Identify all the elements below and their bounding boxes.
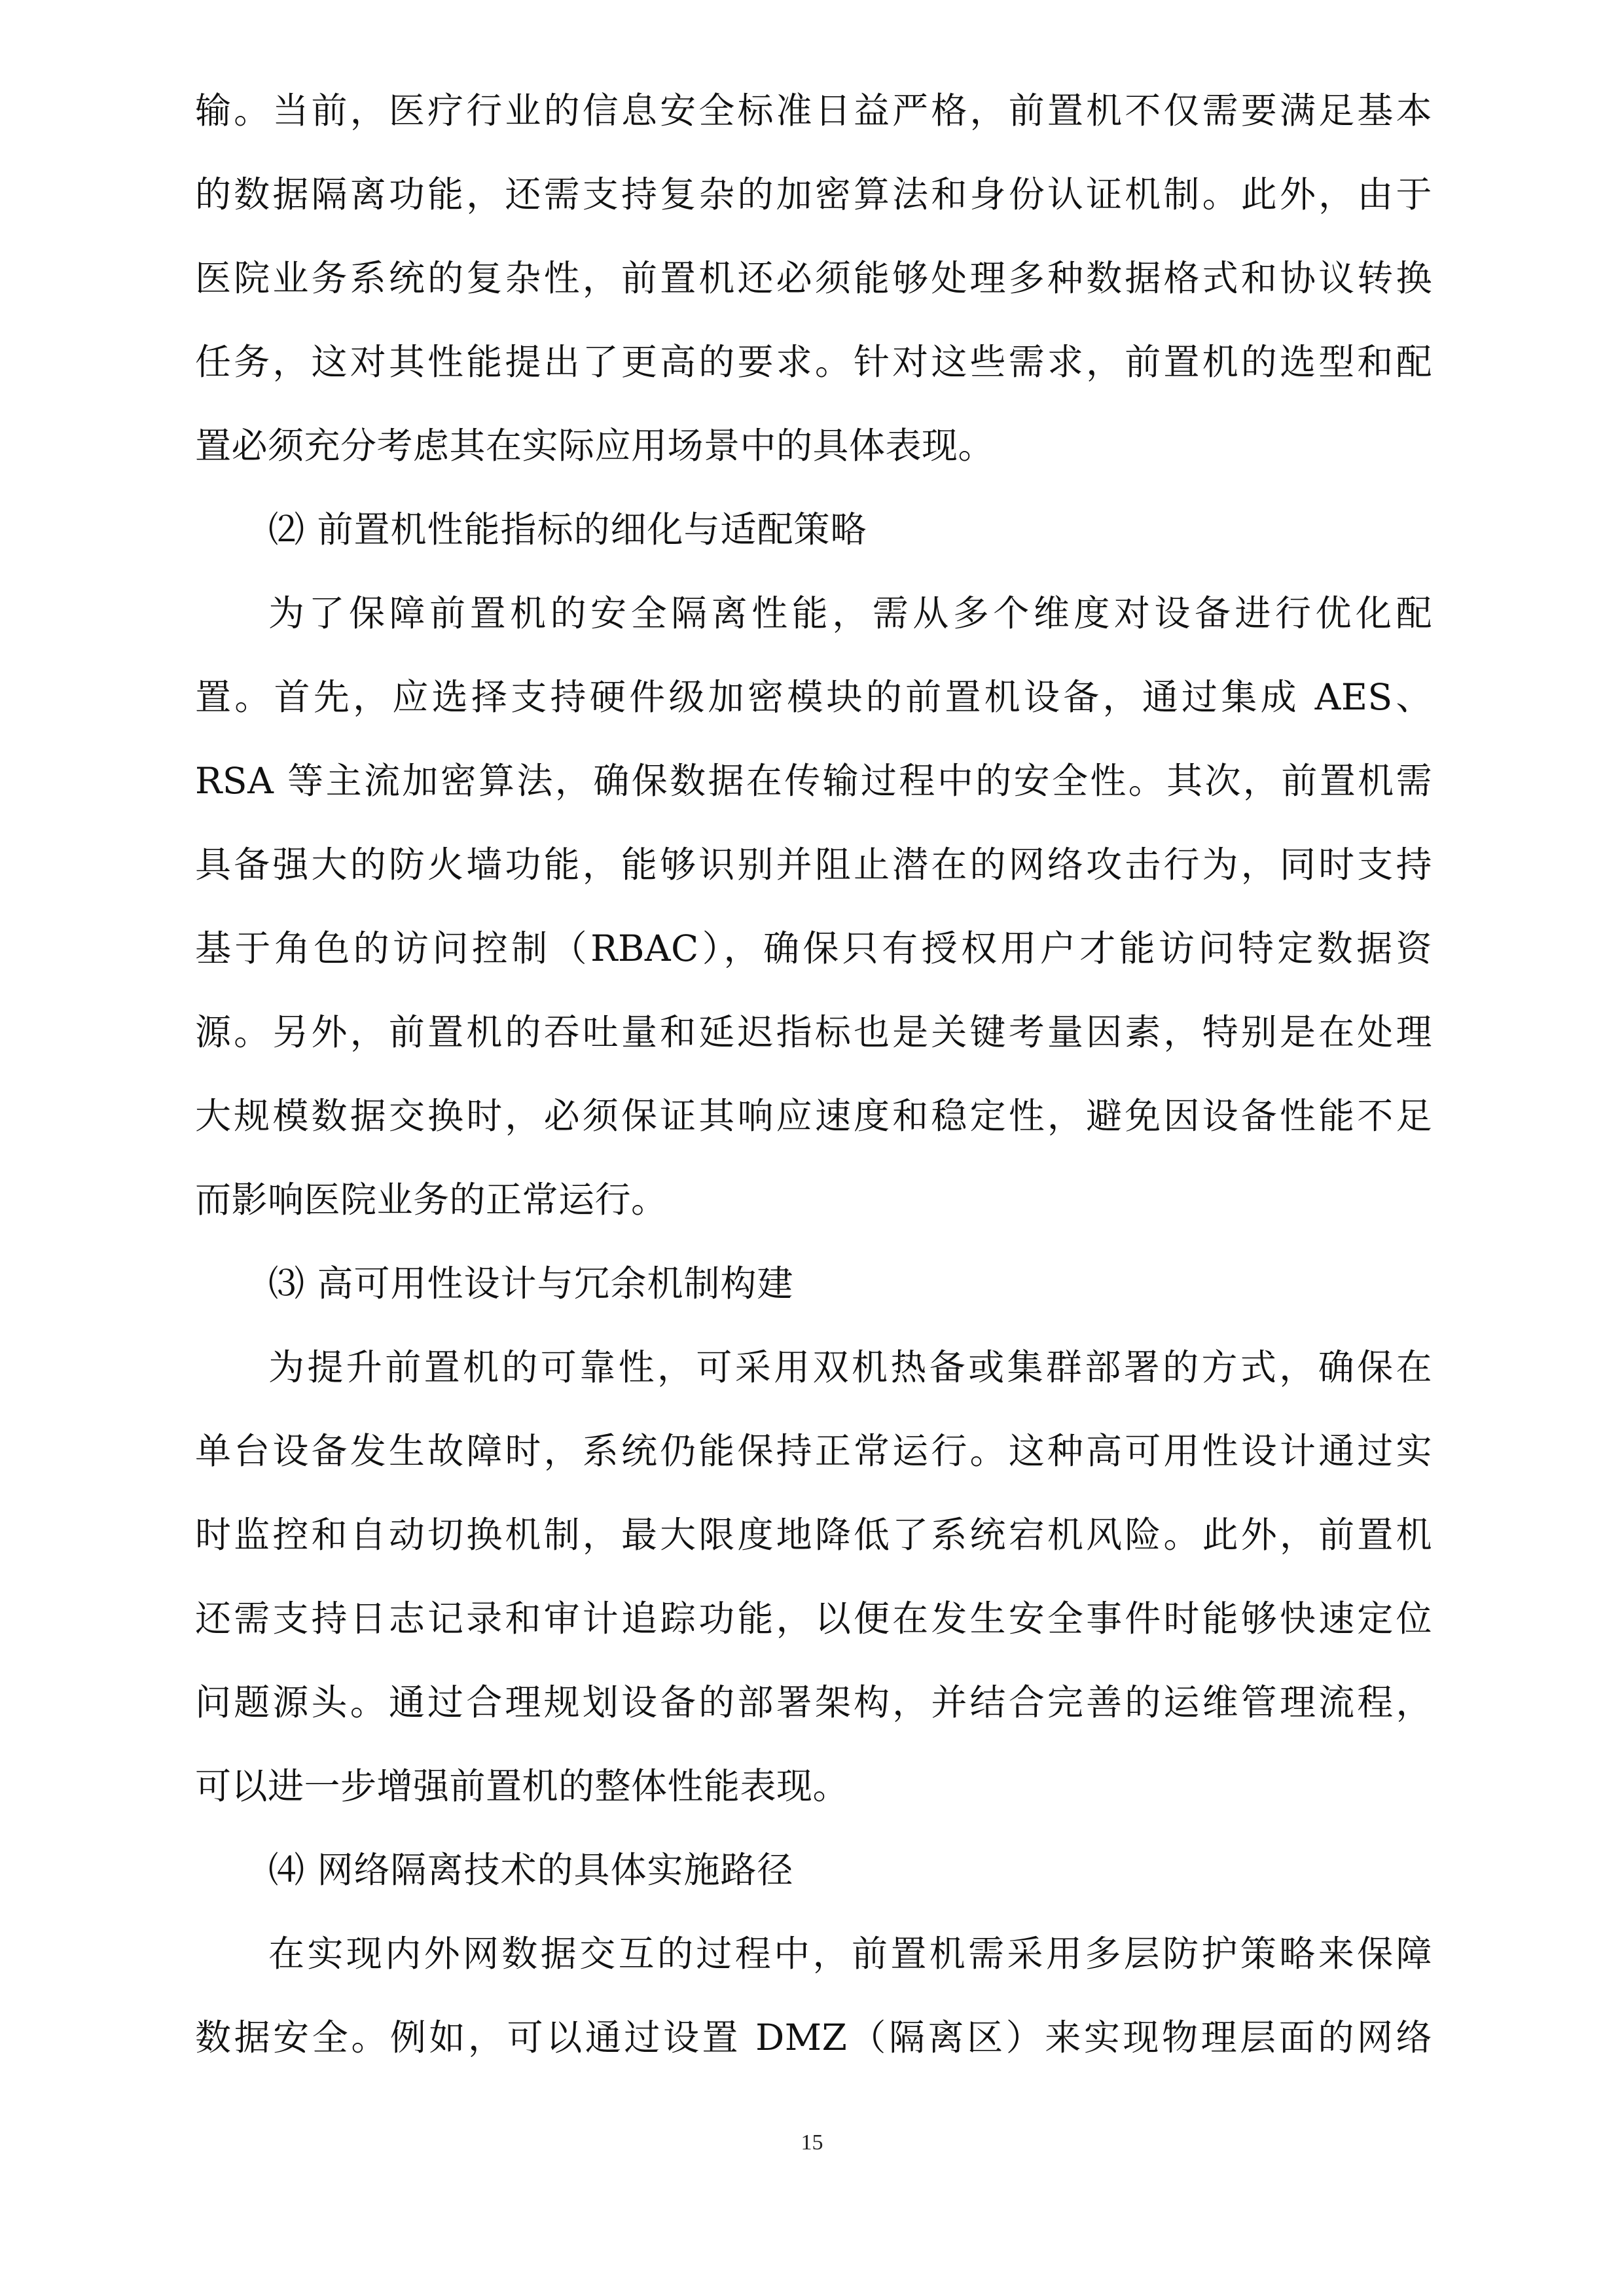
paragraph-line: 时监控和自动切换机制，最大限度地降低了系统宕机风险。此外，前置机: [195, 1514, 1432, 1556]
paragraph-line: 医院业务系统的复杂性，前置机还必须能够处理多种数据格式和协议转换: [195, 257, 1432, 299]
section-heading: ⑶ 高可用性设计与冗余机制构建: [268, 1263, 794, 1304]
paragraph-line: RSA 等主流加密算法，确保数据在传输过程中的安全性。其次，前置机需: [195, 760, 1432, 802]
document-page: [195, 69, 1432, 2079]
paragraph-line: 还需支持日志记录和审计追踪功能，以便在发生安全事件时能够快速定位: [195, 1598, 1432, 1640]
paragraph-line: 任务，这对其性能提出了更高的要求。针对这些需求，前置机的选型和配: [195, 341, 1432, 383]
paragraph-line: 具备强大的防火墙功能，能够识别并阻止潜在的网络攻击行为，同时支持: [195, 844, 1432, 886]
paragraph-line: 问题源头。通过合理规划设备的部署架构，并结合完善的运维管理流程，: [195, 1681, 1432, 1723]
paragraph-line: 在实现内外网数据交互的过程中，前置机需采用多层防护策略来保障: [268, 1933, 1432, 1975]
paragraph-line: 单台设备发生故障时，系统仍能保持正常运行。这种高可用性设计通过实: [195, 1430, 1432, 1472]
paragraph-line: 基于角色的访问控制（RBAC），确保只有授权用户才能访问特定数据资: [195, 927, 1432, 969]
paragraph-line: 置必须充分考虑其在实际应用场景中的具体表现。: [195, 425, 995, 467]
paragraph-line: 置。首先，应选择支持硬件级加密模块的前置机设备，通过集成 AES、: [195, 676, 1432, 718]
section-heading: ⑵ 前置机性能指标的细化与适配策略: [268, 509, 867, 550]
paragraph-line: 为提升前置机的可靠性，可采用双机热备或集群部署的方式，确保在: [268, 1346, 1432, 1388]
paragraph-line: 可以进一步增强前置机的整体性能表现。: [195, 1765, 850, 1807]
paragraph-line: 数据安全。例如，可以通过设置 DMZ（隔离区）来实现物理层面的网络: [195, 2017, 1432, 2058]
paragraph-line: 的数据隔离功能，还需支持复杂的加密算法和身份认证机制。此外，由于: [195, 173, 1432, 215]
paragraph-line: 输。当前，医疗行业的信息安全标准日益严格，前置机不仅需要满足基本: [195, 90, 1432, 132]
paragraph-line: 为了保障前置机的安全隔离性能，需从多个维度对设备进行优化配: [268, 592, 1432, 634]
paragraph-line: 大规模数据交换时，必须保证其响应速度和稳定性，避免因设备性能不足: [195, 1095, 1432, 1137]
section-heading: ⑷ 网络隔离技术的具体实施路径: [268, 1849, 794, 1891]
page-number: 15: [801, 2130, 823, 2155]
paragraph-line: 而影响医院业务的正常运行。: [195, 1179, 668, 1221]
paragraph-line: 源。另外，前置机的吞吐量和延迟指标也是关键考量因素，特别是在处理: [195, 1011, 1432, 1053]
